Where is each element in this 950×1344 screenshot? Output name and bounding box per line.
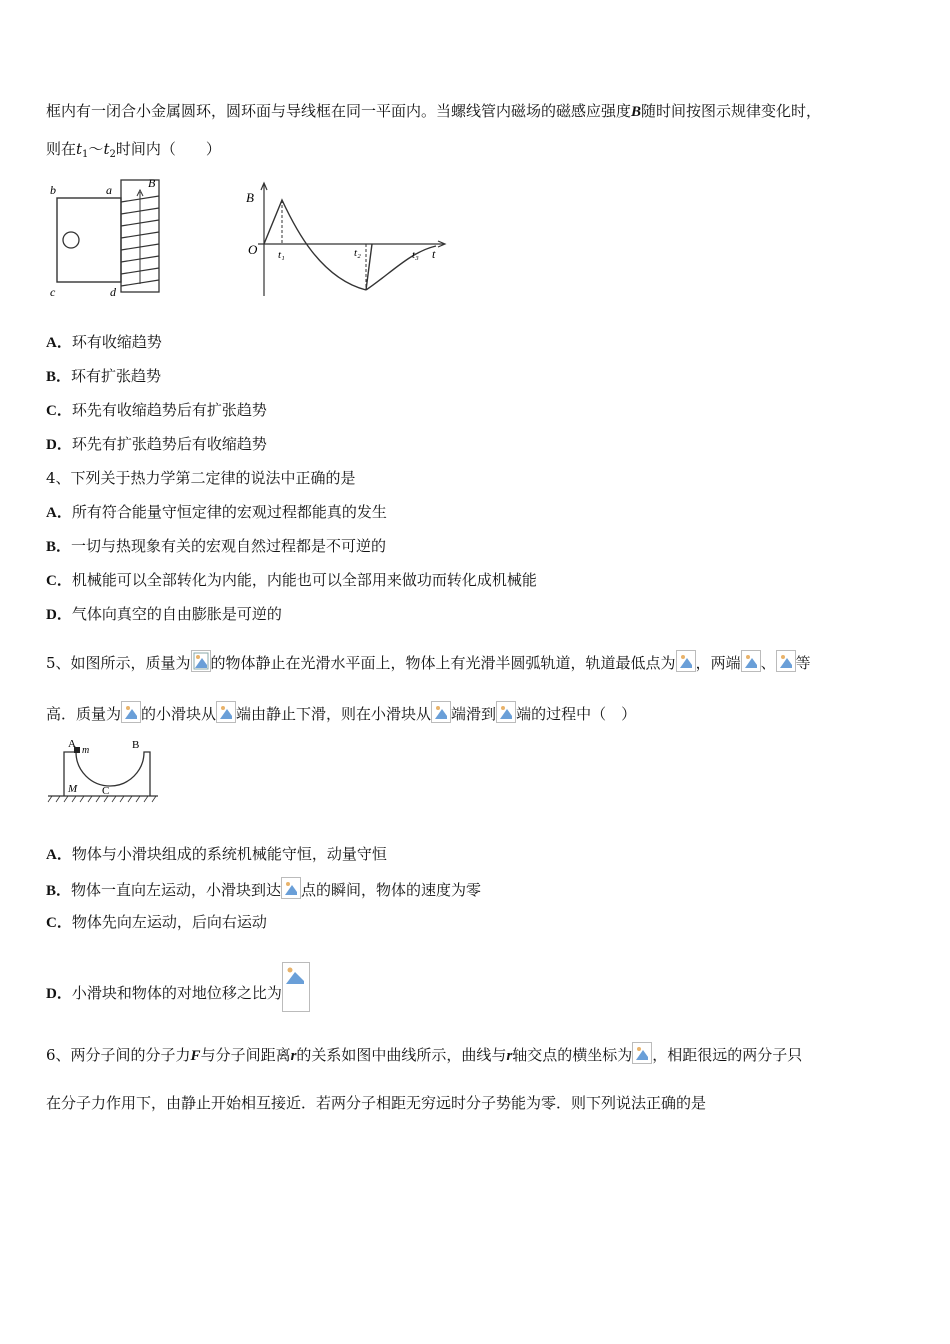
q3-option-b[interactable]: B．环有扩张趋势 (46, 367, 162, 385)
label-b: b (50, 183, 56, 197)
b-curve-2 (366, 244, 436, 290)
q5-option-a[interactable]: A．物体与小滑块组成的系统机械能守恒，动量守恒 (46, 845, 387, 863)
q5-option-d[interactable]: D．小滑块和物体的对地位移之比为 (46, 962, 310, 1012)
metal-ring (63, 232, 79, 248)
broken-image-icon (676, 650, 696, 672)
q3-stem-line1: 框内有一闭合小金属圆环，圆环面与导线框在同一平面内。当螺线管内磁场的磁感应强度B随时间按图示规律变化时， (46, 102, 822, 120)
b-curve-1 (264, 200, 366, 290)
label-c: c (50, 285, 56, 299)
label-M: M (68, 783, 78, 795)
q6-stem-line2: 在分子力作用下，由静止开始相互接近．若两分子相距无穷远时分子势能为零．则下列说法正确的是 (46, 1094, 707, 1112)
label-B: B (132, 739, 140, 751)
q4-stem: 4、下列关于热力学第二定律的说法中正确的是 (46, 469, 356, 487)
broken-image-icon (282, 962, 310, 1012)
broken-image-icon (216, 701, 236, 723)
q3-option-d[interactable]: D．环先有扩张趋势后有收缩趋势 (46, 435, 267, 453)
q3-stem-line2: 则在$t_1\sim t_2$时间内（ ） (46, 140, 221, 160)
broken-image-icon (121, 701, 141, 723)
label-A: A (68, 738, 76, 750)
q4-option-c[interactable]: C．机械能可以全部转化为内能，内能也可以全部用来做功而转化成机械能 (46, 571, 537, 589)
broken-image-icon (191, 650, 211, 672)
q4-option-a[interactable]: A．所有符合能量守恒定律的宏观过程都能真的发生 (46, 503, 387, 521)
q4-option-b[interactable]: B．一切与热现象有关的宏观自然过程都是不可逆的 (46, 537, 387, 555)
graph-label-t1: t₁ (278, 249, 285, 261)
q3-option-a[interactable]: A．环有收缩趋势 (46, 333, 162, 351)
broken-image-icon (741, 650, 761, 672)
graph-label-t: t (432, 247, 436, 261)
label-m: m (82, 745, 90, 756)
label-d: d (110, 285, 116, 299)
wire-frame (57, 198, 121, 282)
broken-image-icon (281, 877, 301, 899)
track-figure (46, 736, 162, 808)
q5-stem-line1: 5、如图所示，质量为 的物体静止在光滑水平面上，物体上有光滑半圆弧轨道，轨道最低点为 ，两端 、 等 (46, 650, 811, 673)
b-t-graph (240, 178, 450, 302)
label-a: a (106, 183, 112, 197)
broken-image-icon (496, 701, 516, 723)
broken-image-icon (632, 1042, 652, 1064)
graph-label-O: O (248, 242, 258, 257)
label-B-field: B (148, 176, 156, 190)
solenoid-figure (46, 172, 176, 302)
q6-stem-line1: 6、两分子间的分子力F与分子间距离r的关系如图中曲线所示，曲线与r轴交点的横坐标为 ，相距很远的两分子只 (46, 1042, 802, 1066)
q3-option-c[interactable]: C．环先有收缩趋势后有扩张趋势 (46, 401, 267, 419)
q5-option-c[interactable]: C．物体先向左运动，后向右运动 (46, 913, 267, 931)
b-symbol: B (631, 104, 642, 120)
q4-option-d[interactable]: D．气体向真空的自由膨胀是可逆的 (46, 605, 282, 623)
label-C: C (102, 785, 110, 797)
q5-option-b[interactable]: B．物体一直向左运动，小滑块到达 点的瞬间，物体的速度为零 (46, 877, 481, 901)
broken-image-icon (776, 650, 796, 672)
graph-label-t2: t₂ (354, 247, 361, 259)
q5-stem-line2: 高．质量为 的小滑块从 端由静止下滑，则在小滑块从 端滑到 端的过程中（ ） (46, 701, 636, 724)
graph-label-t3: t₃ (412, 249, 419, 261)
broken-image-icon (431, 701, 451, 723)
graph-label-B: B (246, 190, 254, 205)
